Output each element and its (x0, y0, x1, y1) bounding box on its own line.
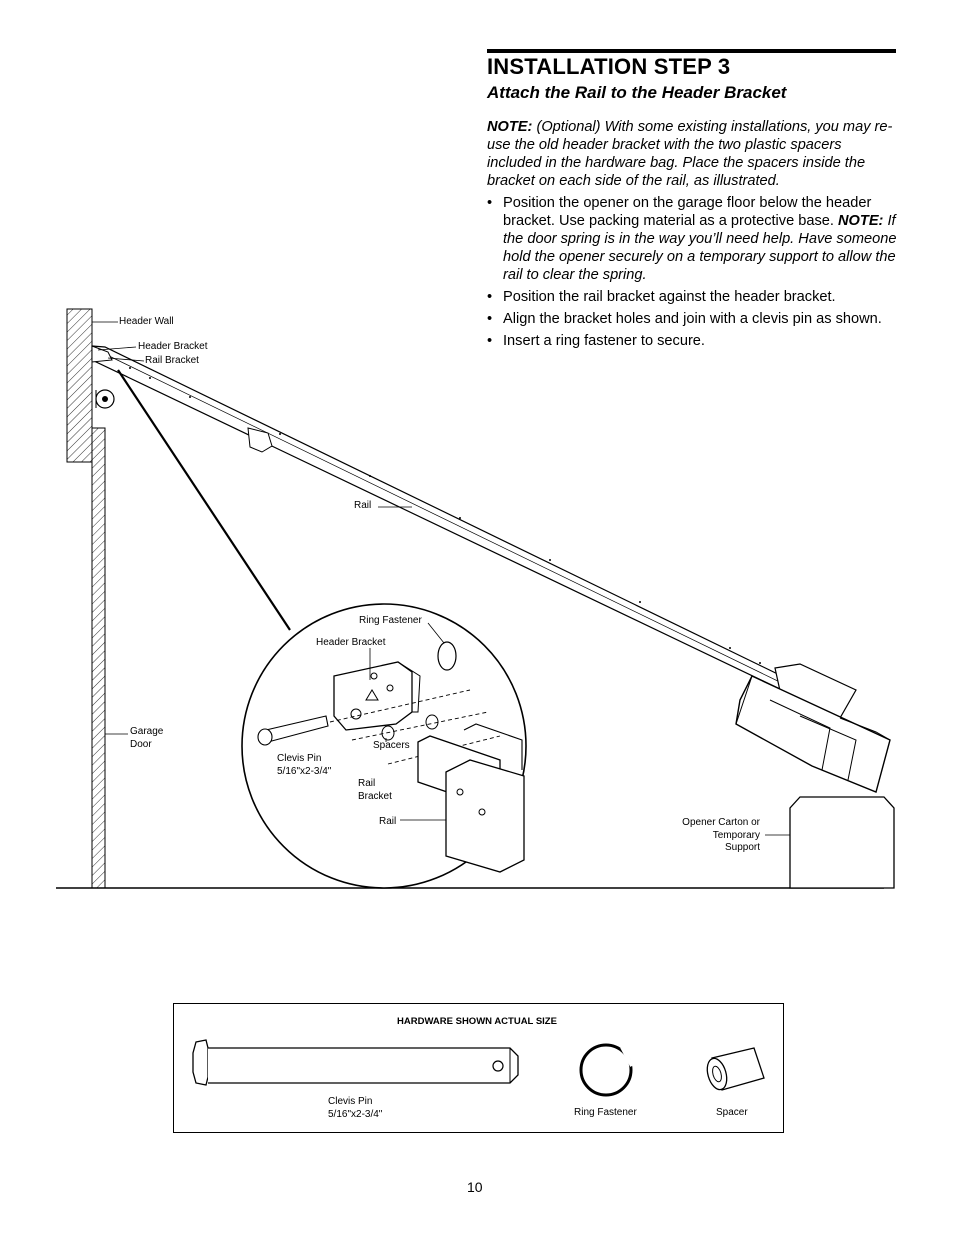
garage-door-label: Garage Door (130, 726, 164, 750)
note-text: (Optional) With some existing installations, you may re-use the old header bracket with the two plastic spacers included in the hardware bag. Place the spacers inside the bracket on each side of the rail, as illustrated. (487, 119, 893, 189)
step-note-text: If the door spring is in the way you’ll need help. Have someone hold the opener securely on a temporary support to allow the rail to clear the spring. (503, 213, 897, 283)
step-text: Insert a ring fastener to secure. (503, 333, 705, 349)
hw-clevis-pin-head (193, 1040, 208, 1085)
detail-rail-bracket-label: Rail Bracket (358, 778, 392, 802)
header-wall-label: Header Wall (119, 316, 174, 327)
detail-spacers-label: Spacers (373, 740, 410, 751)
step-text: Position the opener on the garage floor below the header bracket. Use packing material as a protective base. (503, 195, 872, 229)
step-note-label: NOTE: (838, 213, 884, 229)
hardware-title: HARDWARE SHOWN ACTUAL SIZE (397, 1016, 557, 1027)
step-text: Align the bracket holes and join with a clevis pin as shown. (503, 311, 882, 327)
detail-header-bracket-label: Header Bracket (316, 637, 386, 648)
header-bracket-label: Header Bracket (138, 341, 208, 352)
hw-ring-fastener-label: Ring Fastener (574, 1107, 637, 1118)
rail-label: Rail (354, 500, 372, 511)
detail-rail-label: Rail (379, 816, 397, 827)
step-title: INSTALLATION STEP 3 (487, 54, 731, 79)
note-label: NOTE: (487, 119, 533, 135)
hw-clevis-pin-label: Clevis Pin 5/16"x2-3/4" (328, 1096, 383, 1120)
step-text: Position the rail bracket against the header bracket. (503, 289, 836, 305)
rail-bracket-label: Rail Bracket (145, 355, 199, 366)
detail-clevis-pin-label: Clevis Pin 5/16"x2-3/4" (277, 753, 332, 777)
detail-ring-fastener-label: Ring Fastener (359, 615, 422, 626)
hw-spacer-label: Spacer (716, 1107, 748, 1118)
opener-support-label: Opener Carton or Temporary Support (682, 817, 760, 853)
page-number: 10 (467, 1179, 483, 1195)
step-subtitle: Attach the Rail to the Header Bracket (487, 83, 787, 102)
hw-clevis-pin-shaft (208, 1048, 518, 1083)
